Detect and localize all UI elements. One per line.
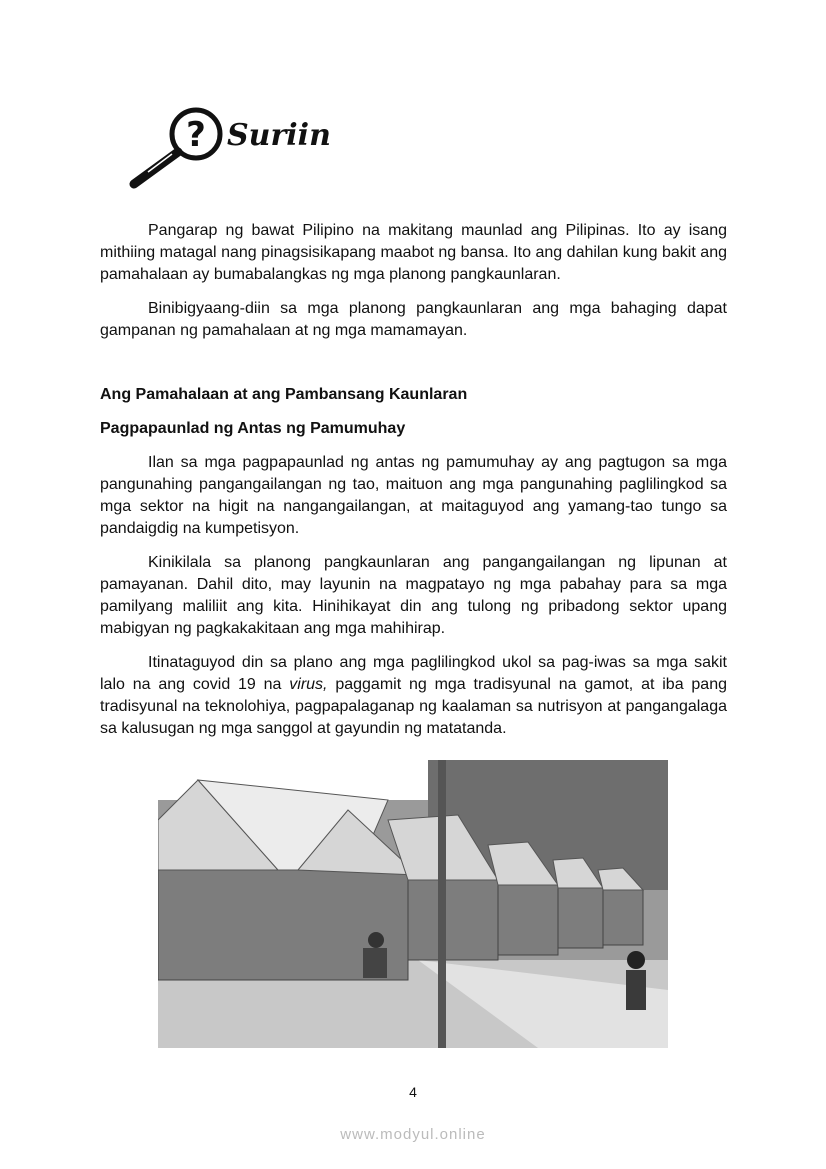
heading-antas: Pagpapaunlad ng Antas ng Pamumuhay [100,420,406,437]
italic-term: virus, [289,676,328,693]
svg-text:?: ? [186,115,206,155]
intro-paragraph-2: Binibigyaang-diin sa mga planong pangkaunlaran ang mga bahaging dapat gampanan ng pamahalaan at ng mga mamamayan. [100,300,727,339]
intro-text [100,220,727,342]
watermark: www.modyul.online [340,1126,486,1143]
body-paragraph-3 [100,652,727,740]
section-title: Suriin [227,118,331,153]
heading-pamahalaan: Ang Pamahalaan at ang Pambansang Kaunlaran [100,386,468,403]
body-paragraph-2: Kinikilala sa planong pangkaunlaran ang pangangailangan ng lipunan at pamayanan. Dahil dito, may layunin na magpatayo ng mga pabahay para sa mga pamilyang maliliit ang kita. Hinihikayat din ang tulong ng pribadong sektor upang mabigyan ng pagkakakitaan ang mga mahihirap. [100,554,727,637]
page-number: 4 [409,1084,417,1100]
magnifying-glass-question-icon [126,104,226,190]
text-run: paggamit ng mga tradisyunal na gamot, at iba pang tradisyunal na teknolohiya, pagpapalaganap ng kaalaman sa nutrisyon at pangangalaga sa kalusugan ng mga sanggol at gayundin ng matatanda. [100,676,727,737]
body-text [100,452,727,740]
body-paragraph-1: Ilan sa mga pagpapaunlad ng antas ng pamumuhay ay ang pagtugon sa mga pangunahing pangangailangan ng tao, maituon ang mga pangunahing paglilingkod sa mga sektor na higit na nangangailangan, at maitaguyod ang yamang-tao tungo sa pandaigdig na kumpetisyon. [100,454,727,537]
intro-paragraph-1: Pangarap ng bawat Pilipino na makitang maunlad ang Pilipinas. Ito ay isang mithiing matagal nang pinagsisikapang maabot ng bansa. Ito ang dahilan kung bakit ang pamahalaan ay bumabalangkas ng mga planong pangkaunlaran. [100,222,727,283]
housing-photo [158,760,668,1048]
text-run: Itinataguyod din sa plano ang mga paglilingkod ukol sa pag-iwas sa mga sakit lalo na ang covid 19 na [100,654,727,693]
